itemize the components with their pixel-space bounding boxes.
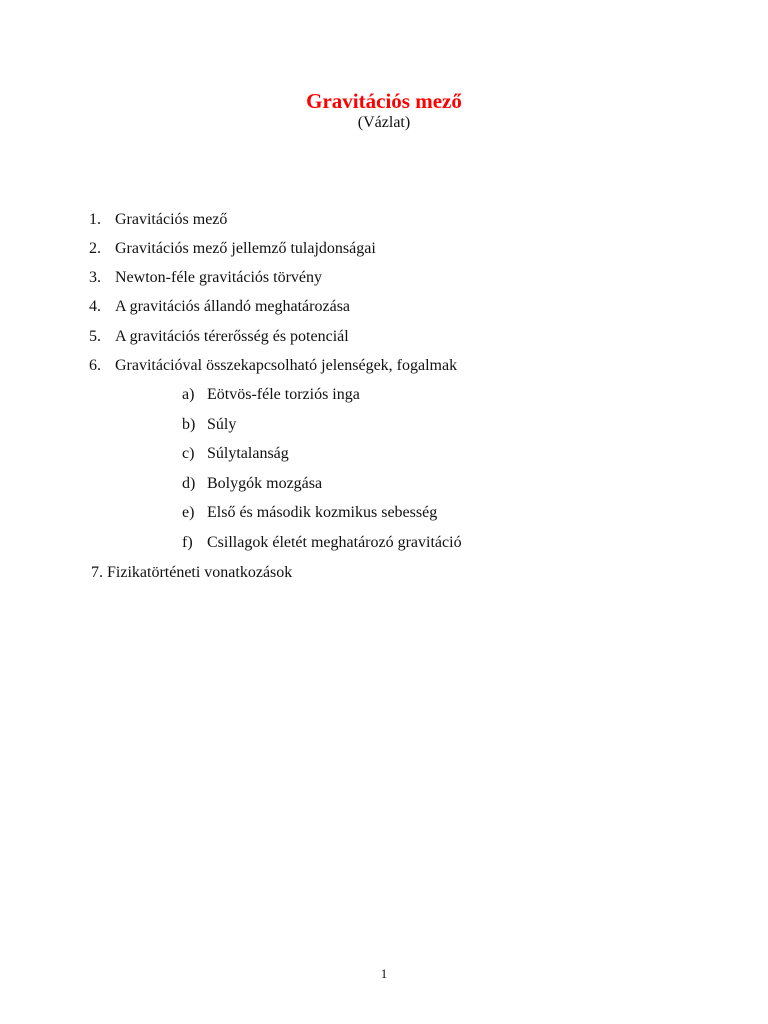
document-subtitle: (Vázlat) bbox=[357, 114, 411, 131]
outline-item-7: 7. Fizikatörténeti vonatkozások bbox=[91, 564, 293, 581]
sub-item-label: Súlytalanság bbox=[207, 445, 289, 462]
outline-marker: 4. bbox=[89, 298, 101, 315]
sub-item-label: Csillagok életét meghatározó gravitáció bbox=[207, 534, 462, 551]
outline-label: Gravitációs mező jellemző tulajdonságai bbox=[115, 240, 376, 257]
outline-label: A gravitációs állandó meghatározása bbox=[115, 298, 351, 315]
outline-label: Newton-féle gravitációs törvény bbox=[115, 269, 323, 286]
sub-item-label: Bolygók mozgása bbox=[207, 475, 323, 492]
sub-item-marker: f) bbox=[182, 534, 193, 551]
sub-item-marker: a) bbox=[182, 386, 195, 403]
sub-item-marker: b) bbox=[182, 416, 196, 433]
page-number: 1 bbox=[380, 966, 388, 981]
outline-label: Gravitációs mező bbox=[115, 211, 228, 228]
outline-marker: 1. bbox=[89, 211, 101, 228]
sub-item-marker: c) bbox=[182, 445, 195, 462]
document-title: Gravitációs mező bbox=[306, 89, 462, 113]
sub-item-label: Eötvös-féle torziós inga bbox=[207, 386, 360, 403]
sub-item-marker: e) bbox=[182, 504, 195, 521]
outline-label: Gravitációval összekapcsolható jelenségek, fogalmak bbox=[115, 357, 458, 374]
outline-marker: 3. bbox=[89, 269, 101, 286]
outline-label: A gravitációs térerősség és potenciál bbox=[115, 328, 349, 345]
sub-item-label: Első és második kozmikus sebesség bbox=[207, 504, 438, 521]
outline-marker: 2. bbox=[89, 240, 101, 257]
sub-item-marker: d) bbox=[182, 475, 196, 492]
outline-marker: 6. bbox=[89, 357, 101, 374]
outline-marker: 5. bbox=[89, 328, 101, 345]
sub-item-label: Súly bbox=[207, 416, 237, 433]
